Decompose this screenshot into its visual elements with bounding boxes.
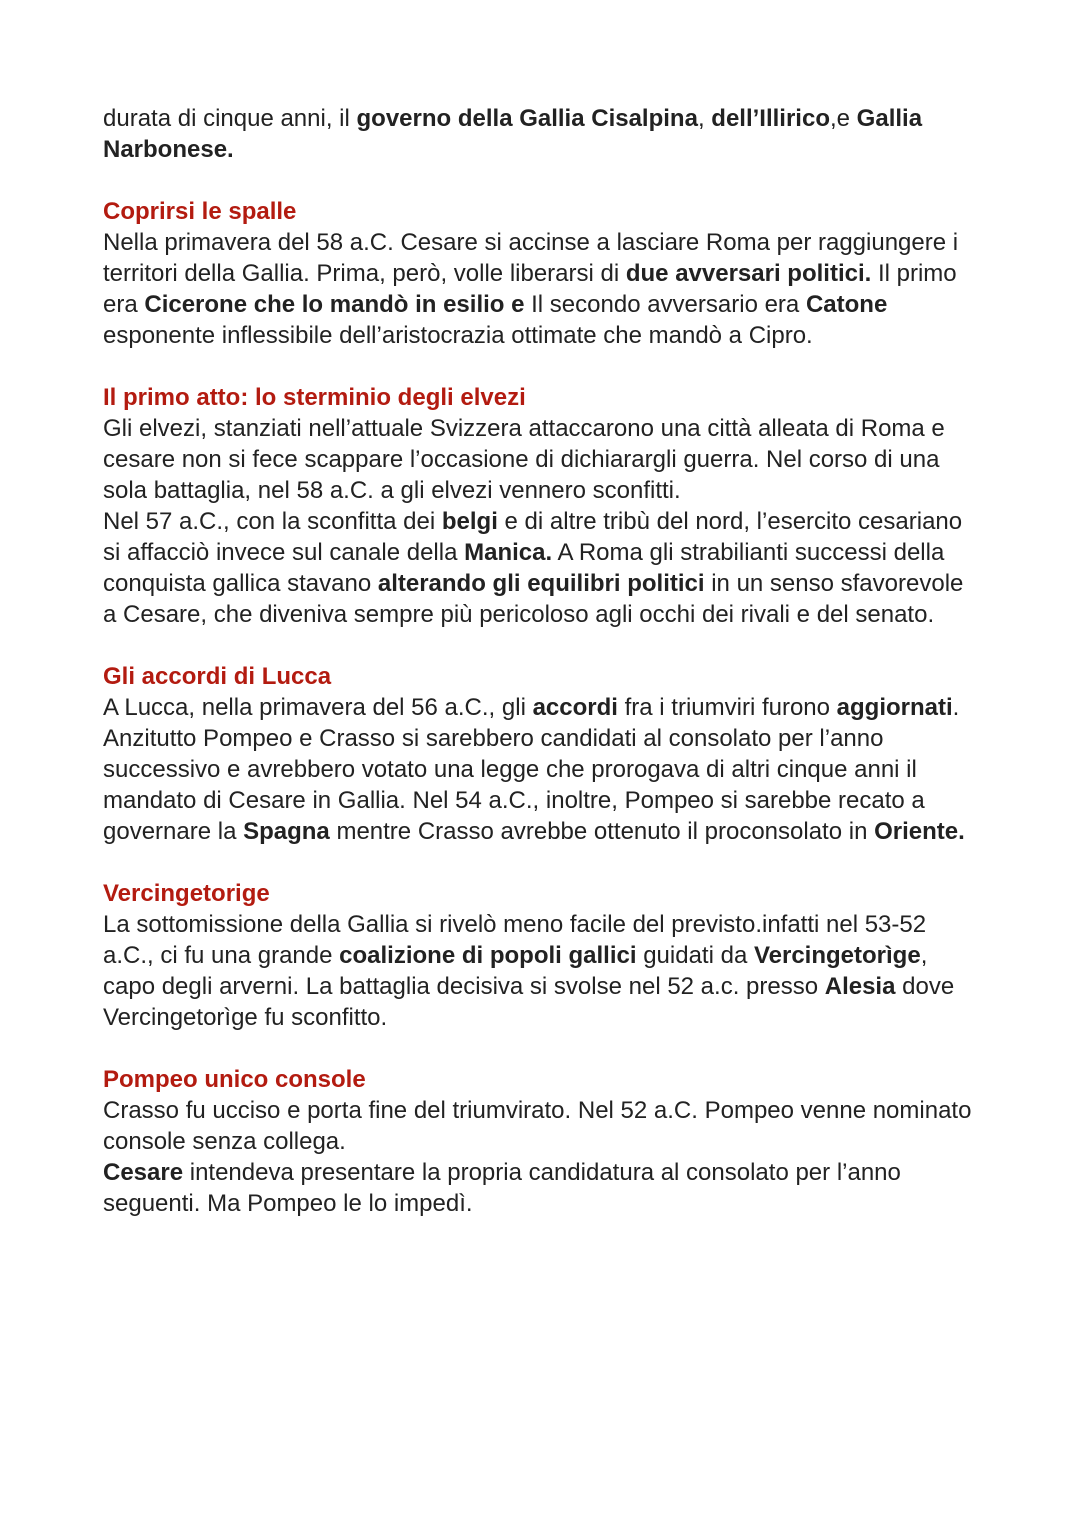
intro-paragraph bbox=[103, 103, 983, 165]
bold-run: Vercingetorìge bbox=[753, 942, 921, 969]
section-paragraph bbox=[103, 1157, 983, 1219]
intro-text-2: , bbox=[697, 105, 712, 132]
section-paragraph bbox=[103, 692, 983, 847]
text-run: intendeva presentare la propria candidatura al consolato per l’anno seguenti. Ma Pompeo le lo impedì. bbox=[103, 1159, 901, 1217]
text-run: fra i triumviri furono bbox=[617, 694, 837, 721]
bold-run: accordi bbox=[532, 694, 618, 721]
section-paragraph: Gli elvezi, stanziati nell’attuale Svizzera attaccarono una città alleata di Roma e cesare non si fece scappare l’occasione di dichiarargli guerra. Nel corso di una sola battaglia, nel 58 a.C. a gli elvezi vennero sconfitti. bbox=[103, 415, 945, 504]
text-run: Nella primavera del 58 a.C. Cesare si accinse a lasciare Roma per raggiungere i territori della Gallia. Prima, però, volle liberarsi di bbox=[103, 229, 959, 287]
bold-run: Alesia bbox=[824, 973, 896, 1000]
section-heading: Pompeo unico console bbox=[103, 1066, 366, 1093]
bold-run: Cicerone che lo mandò in esilio e bbox=[144, 291, 525, 318]
text-run: dove Vercingetorìge fu sconfitto. bbox=[103, 973, 955, 1031]
text-run: Il secondo avversario era bbox=[524, 291, 806, 318]
section-coprirsi-le-spalle bbox=[103, 196, 983, 351]
text-run: A Roma gli strabilianti successi della conquista gallica stavano bbox=[103, 539, 945, 597]
section-sterminio-elvezi bbox=[103, 382, 983, 630]
bold-run: Cesare bbox=[103, 1159, 184, 1186]
intro-text-1: durata di cinque anni, il bbox=[103, 105, 357, 132]
bold-run: belgi bbox=[441, 508, 498, 535]
section-paragraph: Crasso fu ucciso e porta fine del triumvirato. Nel 52 a.C. Pompeo venne nominato console senza collega. bbox=[103, 1097, 972, 1155]
section-paragraph bbox=[103, 227, 983, 351]
section-paragraph bbox=[103, 909, 983, 1033]
section-paragraph bbox=[103, 506, 983, 630]
intro-text-3: ,e bbox=[829, 105, 857, 132]
text-run: guidati da bbox=[636, 942, 754, 969]
text-run: in un senso sfavorevole a Cesare, che diveniva sempre più pericoloso agli occhi dei rivali e del senato. bbox=[103, 570, 964, 628]
section-heading: Coprirsi le spalle bbox=[103, 198, 297, 225]
bold-run: coalizione di popoli gallici bbox=[339, 942, 637, 969]
document-page bbox=[103, 103, 983, 1219]
text-run: e di altre tribù del nord, l’esercito cesariano si affacciò invece sul canale della bbox=[103, 508, 963, 566]
section-heading: Gli accordi di Lucca bbox=[103, 663, 332, 690]
section-heading: Il primo atto: lo sterminio degli elvezi bbox=[103, 384, 526, 411]
bold-run: alterando gli equilibri politici bbox=[377, 570, 705, 597]
section-accordi-di-lucca bbox=[103, 661, 983, 847]
bold-run: Spagna bbox=[243, 818, 330, 845]
bold-run: aggiornati bbox=[836, 694, 953, 721]
intro-bold-1: governo della Gallia Cisalpina bbox=[356, 105, 698, 132]
text-run: Il primo era bbox=[103, 260, 957, 318]
intro-bold-3: Gallia Narbonese. bbox=[103, 105, 923, 163]
text-run: . Anzitutto Pompeo e Crasso si sarebbero candidati al consolato per l’anno successivo e avrebbero votato una legge che prorogava di altri cinque anni il mandato di Cesare in Gallia. Nel 54 a.C., inoltre, Pompeo si sarebbe recato a governare la bbox=[103, 694, 960, 845]
text-run: esponente inflessibile dell’aristocrazia ottimate che mandò a Cipro. bbox=[103, 322, 813, 349]
text-run: A Lucca, nella primavera del 56 a.C., gli bbox=[103, 694, 533, 721]
section-vercingetorige bbox=[103, 878, 983, 1033]
text-run: La sottomissione della Gallia si rivelò meno facile del previsto.infatti nel 53-52 a.C., ci fu una grande bbox=[103, 911, 927, 969]
intro-bold-2: dell’Illirico bbox=[711, 105, 830, 132]
bold-run: Oriente. bbox=[874, 818, 965, 845]
section-heading: Vercingetorige bbox=[103, 880, 270, 907]
bold-run: due avversari politici. bbox=[625, 260, 872, 287]
text-run: mentre Crasso avrebbe ottenuto il proconsolato in bbox=[329, 818, 875, 845]
bold-run: Catone bbox=[805, 291, 888, 318]
text-run: Nel 57 a.C., con la sconfitta dei bbox=[103, 508, 442, 535]
text-run: , capo degli arverni. La battaglia decisiva si svolse nel 52 a.c. presso bbox=[103, 942, 928, 1000]
section-pompeo-unico-console bbox=[103, 1064, 983, 1219]
bold-run: Manica. bbox=[464, 539, 553, 566]
